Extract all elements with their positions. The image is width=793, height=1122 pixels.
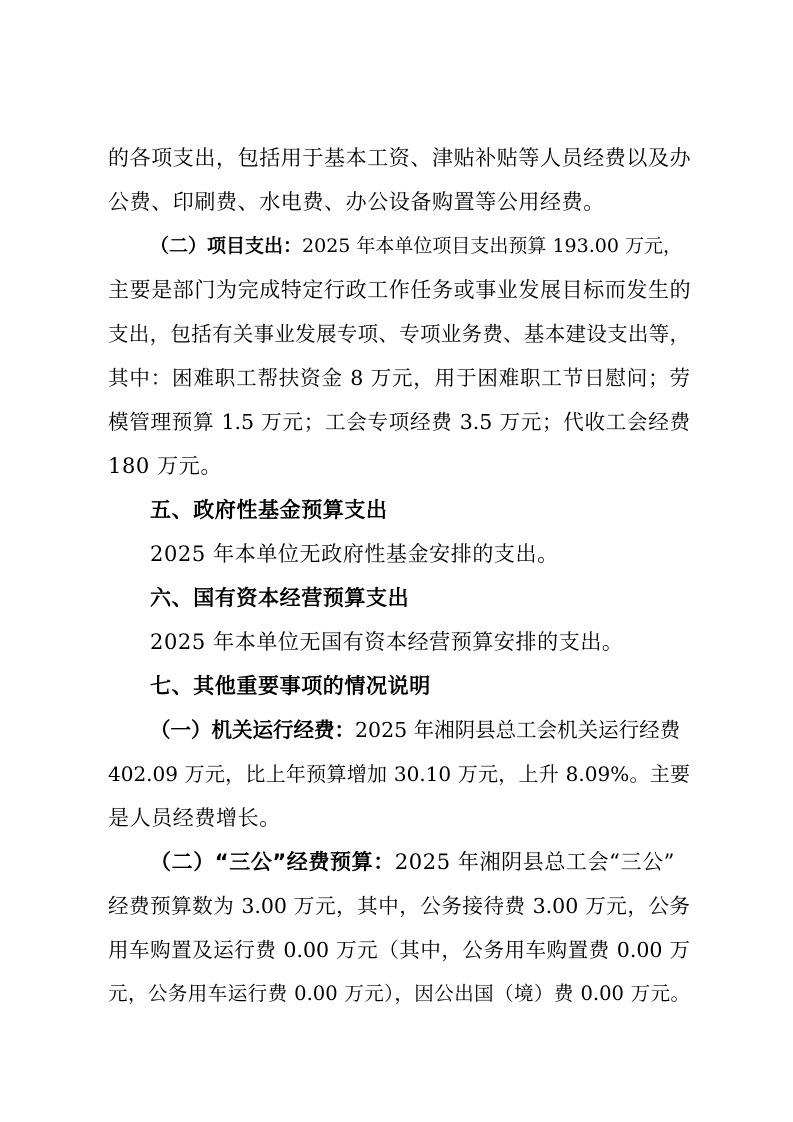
paragraph-line: 的各项支出，包括用于基本工资、津贴补贴等人员经费以及办 [108,146,692,170]
paragraph-line: 经费预算数为 3.00 万元，其中，公务接待费 3.00 万元，公务 [108,894,690,918]
section-heading: 七、其他重要事项的情况说明 [150,674,431,698]
section-heading: 六、国有资本经营预算支出 [150,586,410,610]
paragraph-line [150,231,690,261]
paragraph-line [150,847,690,877]
paragraph-line: 180 万元。 [108,454,222,478]
section-label: （二）项目支出： [150,235,303,257]
paragraph-line: 支出，包括有关事业发展专项、专项业务费、基本建设支出等， [108,322,690,346]
paragraph-line: 其中：困难职工帮扶资金 8 万元，用于困难职工节日慰问；劳 [108,366,690,390]
paragraph-line: 元，公务用车运行费 0.00 万元），因公出国（境）费 0.00 万元。 [108,982,690,1005]
paragraph-text: 2025 年湘阴县总工会机关运行经费 [355,718,681,742]
paragraph-text: 2025 年湘阴县总工会“三公” [394,850,676,874]
section-label: （一）机关运行经费： [150,718,355,742]
paragraph-text: 2025 年本单位项目支出预算 193.00 万元， [302,235,682,257]
section-heading: 五、政府性基金预算支出 [150,498,388,522]
paragraph-line: 公费、印刷费、水电费、办公设备购置等公用经费。 [108,190,605,214]
paragraph-line: 402.09 万元，比上年预算增加 30.10 万元，上升 8.09%。主要 [108,762,690,786]
paragraph-line: 模管理预算 1.5 万元；工会专项经费 3.5 万元；代收工会经费 [108,410,690,434]
paragraph-line: 主要是部门为完成特定行政工作任务或事业发展目标而发生的 [108,278,692,302]
paragraph-line: 2025 年本单位无政府性基金安排的支出。 [150,542,559,566]
paragraph-line [150,715,690,745]
paragraph-line: 是人员经费增长。 [108,806,281,830]
section-label: （二）“三公”经费预算： [150,850,395,874]
paragraph-line: 2025 年本单位无国有资本经营预算安排的支出。 [150,630,624,654]
paragraph-line: 用车购置及运行费 0.00 万元（其中，公务用车购置费 0.00 万 [108,938,690,962]
